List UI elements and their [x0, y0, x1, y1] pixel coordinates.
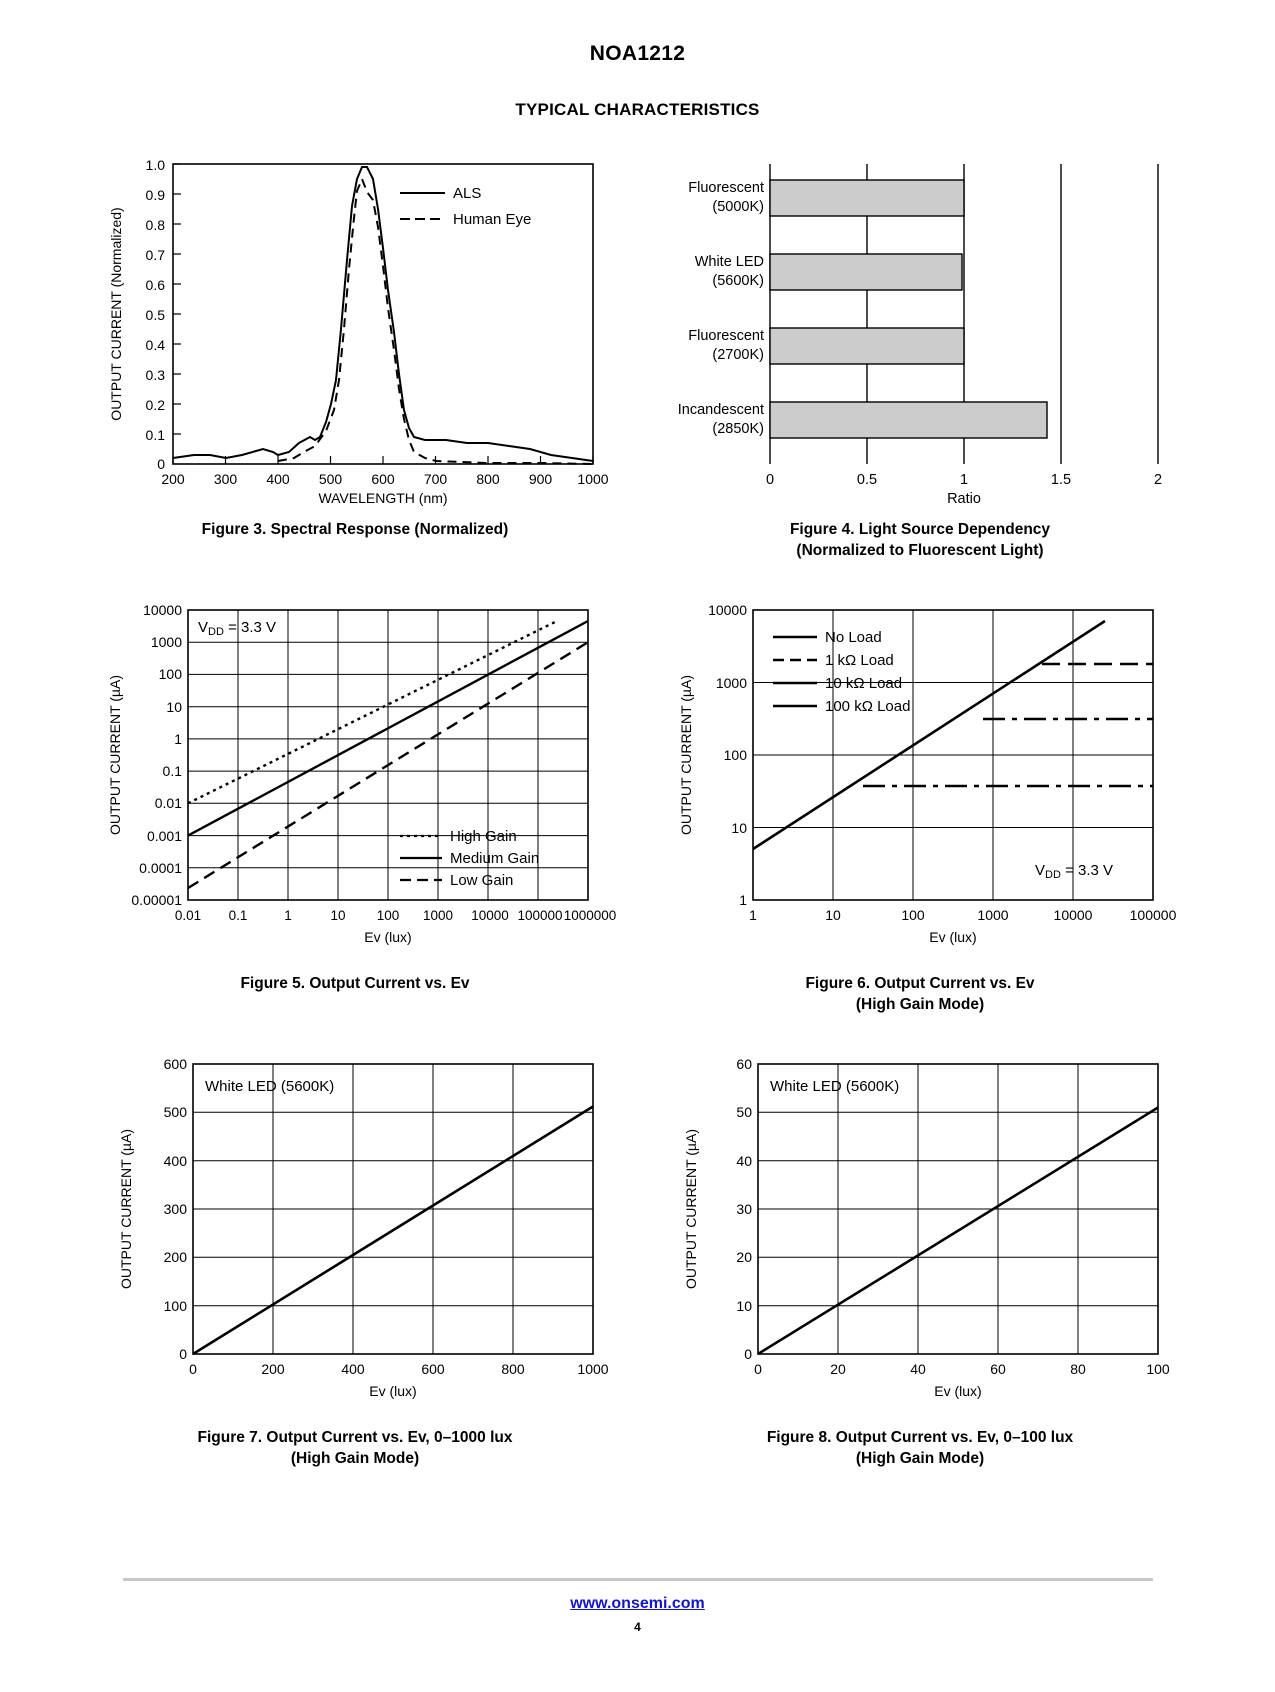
fig8-annotation: White LED (5600K): [770, 1077, 900, 1095]
svg-text:0.001: 0.001: [146, 827, 182, 844]
svg-text:100: 100: [901, 906, 925, 923]
svg-text:0.01: 0.01: [154, 794, 182, 811]
fig3-legend-label-0: ALS: [453, 185, 482, 202]
fig4-cat-0-line-1: (5000K): [712, 199, 764, 215]
svg-text:1000: 1000: [422, 907, 454, 923]
figure-3-cell: [73, 146, 638, 541]
svg-text:200: 200: [161, 471, 185, 487]
figure-4-caption: [790, 520, 1050, 562]
svg-text:1000: 1000: [715, 674, 747, 691]
footer-divider: [123, 1578, 1153, 1581]
figure-row-1: [0, 146, 1275, 562]
fig3-legend-label-1: Human Eye: [453, 211, 532, 228]
svg-text:300: 300: [163, 1200, 187, 1217]
svg-text:1: 1: [749, 906, 757, 923]
svg-text:300: 300: [213, 471, 238, 487]
svg-text:0.01: 0.01: [174, 907, 202, 923]
figure-7-chart: [95, 1046, 615, 1406]
figure-row-2: [0, 592, 1275, 1016]
svg-text:0: 0: [179, 1345, 187, 1362]
fig8-ylabel: OUTPUT CURRENT (µA): [683, 1128, 699, 1289]
figure-grid: [0, 146, 1275, 1470]
fig3-y-ticks: [146, 157, 166, 472]
figure-6-caption-line1: Figure 6. Output Current vs. Ev: [805, 974, 1035, 992]
svg-text:800: 800: [501, 1360, 525, 1377]
svg-text:0: 0: [744, 1345, 752, 1362]
datasheet-page: [0, 42, 1275, 1692]
fig3-ylabel: OUTPUT CURRENT (Normalized): [108, 207, 124, 421]
svg-text:60: 60: [990, 1360, 1006, 1377]
svg-text:1000: 1000: [977, 906, 1009, 923]
svg-text:1000: 1000: [150, 633, 182, 650]
figure-8-caption-line2: (High Gain Mode): [855, 1449, 985, 1467]
svg-text:400: 400: [163, 1152, 187, 1169]
svg-text:1: 1: [959, 472, 969, 488]
fig4-categories: [678, 180, 764, 437]
figure-4-caption-line1: Figure 4. Light Source Dependency: [789, 521, 1051, 538]
svg-text:20: 20: [736, 1248, 752, 1265]
fig4-bars: [770, 180, 1047, 438]
svg-text:10: 10: [731, 819, 747, 836]
fig7-xlabel: Ev (lux): [369, 1382, 417, 1399]
bar-fluorescent-2700k: [770, 328, 964, 364]
fig8-x-ticks: [754, 1361, 1170, 1377]
figure-5-caption: Figure 5. Output Current vs. Ev: [240, 974, 470, 992]
svg-text:900: 900: [528, 471, 553, 487]
svg-text:100: 100: [376, 907, 400, 923]
svg-text:0: 0: [765, 472, 775, 488]
fig7-x-ticks: [189, 1361, 609, 1377]
fig8-svg: [660, 1046, 1180, 1406]
fig7-annotation: White LED (5600K): [205, 1077, 335, 1095]
svg-text:0.2: 0.2: [145, 397, 165, 413]
figure-8-caption-line1: Figure 8. Output Current vs. Ev, 0–100 lux: [766, 1428, 1074, 1446]
svg-text:10: 10: [330, 907, 346, 923]
svg-text:800: 800: [476, 471, 500, 487]
svg-text:100: 100: [158, 665, 182, 682]
svg-text:0.8: 0.8: [145, 217, 165, 233]
fig4-cat-3-line-1: (2850K): [712, 421, 764, 437]
fig4-svg: [660, 146, 1180, 506]
svg-text:0: 0: [189, 1360, 197, 1377]
svg-text:40: 40: [736, 1152, 752, 1169]
svg-text:600: 600: [421, 1360, 445, 1377]
svg-text:0.7: 0.7: [145, 247, 165, 263]
fig6-legend-label-0: No Load: [825, 628, 882, 646]
fig4-xlabel: Ratio: [947, 491, 981, 506]
onsemi-website-link[interactable]: www.onsemi.com: [570, 1595, 705, 1612]
svg-text:100: 100: [1146, 1360, 1170, 1377]
svg-text:10000: 10000: [471, 907, 509, 923]
fig5-xlabel: Ev (lux): [364, 928, 412, 945]
svg-text:0: 0: [754, 1360, 762, 1377]
fig6-legend-label-1: 1 kΩ Load: [825, 651, 894, 669]
svg-text:700: 700: [423, 471, 448, 487]
fig8-xlabel: Ev (lux): [934, 1382, 982, 1399]
fig3-x-ticks: [161, 471, 608, 487]
svg-text:500: 500: [318, 471, 343, 487]
svg-text:0: 0: [157, 456, 165, 472]
fig6-ylabel: OUTPUT CURRENT (µA): [678, 674, 694, 835]
bar-white-led-5600k: [770, 254, 962, 290]
svg-text:40: 40: [910, 1360, 926, 1377]
fig7-svg: [95, 1046, 615, 1406]
svg-text:0.5: 0.5: [145, 307, 165, 323]
svg-text:50: 50: [736, 1103, 752, 1120]
fig5-x-ticks: [175, 908, 616, 923]
fig6-annotation: $V_{DD} = 3.3$ V: [1035, 861, 1114, 881]
figure-6-chart: [655, 592, 1185, 952]
fig6-svg: [655, 592, 1185, 952]
fig3-xlabel: WAVELENGTH (nm): [318, 490, 448, 506]
page-footer: [0, 1578, 1275, 1634]
figure-row-3: [0, 1046, 1275, 1470]
section-title: TYPICAL CHARACTERISTICS: [515, 100, 760, 119]
fig4-cat-3-line-0: Incandescent: [677, 402, 764, 418]
svg-text:0.9: 0.9: [145, 187, 165, 203]
fig6-legend-label-3: 100 kΩ Load: [825, 697, 911, 715]
svg-text:0.1: 0.1: [228, 907, 248, 923]
svg-text:1.5: 1.5: [1050, 472, 1072, 488]
fig5-legend-label-0: High Gain: [450, 827, 517, 845]
svg-text:200: 200: [163, 1248, 187, 1265]
svg-text:10: 10: [736, 1297, 752, 1314]
svg-text:100000: 100000: [517, 907, 563, 923]
figure-7-caption: [198, 1428, 513, 1470]
svg-text:20: 20: [830, 1360, 846, 1377]
fig6-y-ticks: [708, 602, 747, 908]
figure-3-chart: [95, 146, 615, 506]
figure-6-cell: [638, 592, 1203, 1016]
svg-text:10000: 10000: [143, 601, 182, 618]
svg-text:10: 10: [825, 906, 841, 923]
figure-6-caption: [805, 974, 1034, 1016]
fig8-y-ticks: [736, 1056, 752, 1362]
fig5-svg: [90, 592, 620, 952]
svg-text:10000: 10000: [1053, 906, 1093, 923]
figure-5-chart: [90, 592, 620, 952]
fig7-y-ticks: [164, 1056, 188, 1362]
svg-text:100: 100: [163, 1297, 187, 1314]
figure-7-caption-line2: (High Gain Mode): [290, 1449, 420, 1467]
figure-8-cell: [638, 1046, 1203, 1470]
svg-text:1: 1: [284, 907, 292, 923]
fig6-xlabel: Ev (lux): [929, 928, 977, 945]
fig4-cat-1-line-0: White LED: [694, 254, 764, 270]
figure-5-cell: [73, 592, 638, 995]
svg-text:30: 30: [736, 1200, 752, 1217]
svg-text:0.6: 0.6: [145, 277, 165, 293]
bar-incandescent-2850k: [770, 402, 1047, 438]
svg-text:0.3: 0.3: [145, 367, 165, 383]
svg-text:500: 500: [163, 1103, 187, 1120]
svg-text:0.1: 0.1: [145, 427, 165, 443]
svg-text:80: 80: [1070, 1360, 1086, 1377]
svg-text:600: 600: [163, 1055, 187, 1072]
fig6-legend-label-2: 10 kΩ Load: [825, 674, 903, 692]
fig5-legend-label-2: Low Gain: [450, 871, 514, 889]
page-number: 4: [634, 1620, 641, 1634]
svg-text:0.00001: 0.00001: [131, 891, 182, 908]
fig3-svg: [95, 146, 615, 506]
fig4-cat-1-line-1: (5600K): [712, 273, 764, 289]
fig5-y-ticks: [131, 602, 182, 908]
svg-text:VDD = 3.3 V: $V_{DD} = 3.3$ V: [198, 618, 277, 638]
svg-text:600: 600: [371, 471, 395, 487]
figure-6-caption-line2: (High Gain Mode): [855, 995, 985, 1013]
fig4-cat-2-line-0: Fluorescent: [688, 328, 764, 344]
fig4-x-ticks: [766, 472, 1162, 488]
svg-text:400: 400: [341, 1360, 365, 1377]
svg-text:100000: 100000: [1129, 906, 1177, 923]
svg-text:1000000: 1000000: [563, 907, 617, 923]
bar-fluorescent-5000k: [770, 180, 964, 216]
figure-8-caption: [767, 1428, 1073, 1470]
figure-7-cell: [73, 1046, 638, 1470]
svg-text:10000: 10000: [708, 601, 747, 618]
svg-text:200: 200: [261, 1360, 285, 1377]
fig4-cat-0-line-0: Fluorescent: [688, 180, 764, 196]
figure-8-chart: [660, 1046, 1180, 1406]
figure-4-caption-line2: (Normalized to Fluorescent Light): [796, 541, 1044, 559]
svg-text:1.0: 1.0: [145, 157, 165, 173]
svg-text:1: 1: [739, 891, 747, 908]
fig6-x-ticks: [749, 907, 1176, 923]
svg-text:0.5: 0.5: [856, 472, 878, 488]
fig5-legend-label-1: Medium Gain: [450, 849, 540, 867]
figure-3-caption: Figure 3. Spectral Response (Normalized): [201, 521, 509, 538]
svg-text:10: 10: [166, 698, 182, 715]
figure-7-caption-line1: Figure 7. Output Current vs. Ev, 0–1000 lux: [197, 1428, 513, 1446]
svg-text:1: 1: [174, 730, 182, 747]
svg-text:2: 2: [1153, 472, 1163, 488]
figure-4-chart: [660, 146, 1180, 506]
svg-text:0.0001: 0.0001: [139, 859, 182, 876]
svg-text:100: 100: [723, 746, 747, 763]
svg-text:1000: 1000: [577, 471, 609, 487]
page-title: NOA1212: [589, 42, 686, 65]
svg-text:0.4: 0.4: [145, 337, 165, 353]
fig7-ylabel: OUTPUT CURRENT (µA): [118, 1128, 134, 1289]
figure-4-cell: [638, 146, 1203, 562]
fig5-ylabel: OUTPUT CURRENT (µA): [107, 674, 123, 835]
svg-text:0.1: 0.1: [162, 762, 182, 779]
svg-text:60: 60: [736, 1055, 752, 1072]
fig4-cat-2-line-1: (2700K): [712, 347, 764, 363]
svg-text:1000: 1000: [577, 1360, 609, 1377]
svg-text:400: 400: [266, 471, 290, 487]
